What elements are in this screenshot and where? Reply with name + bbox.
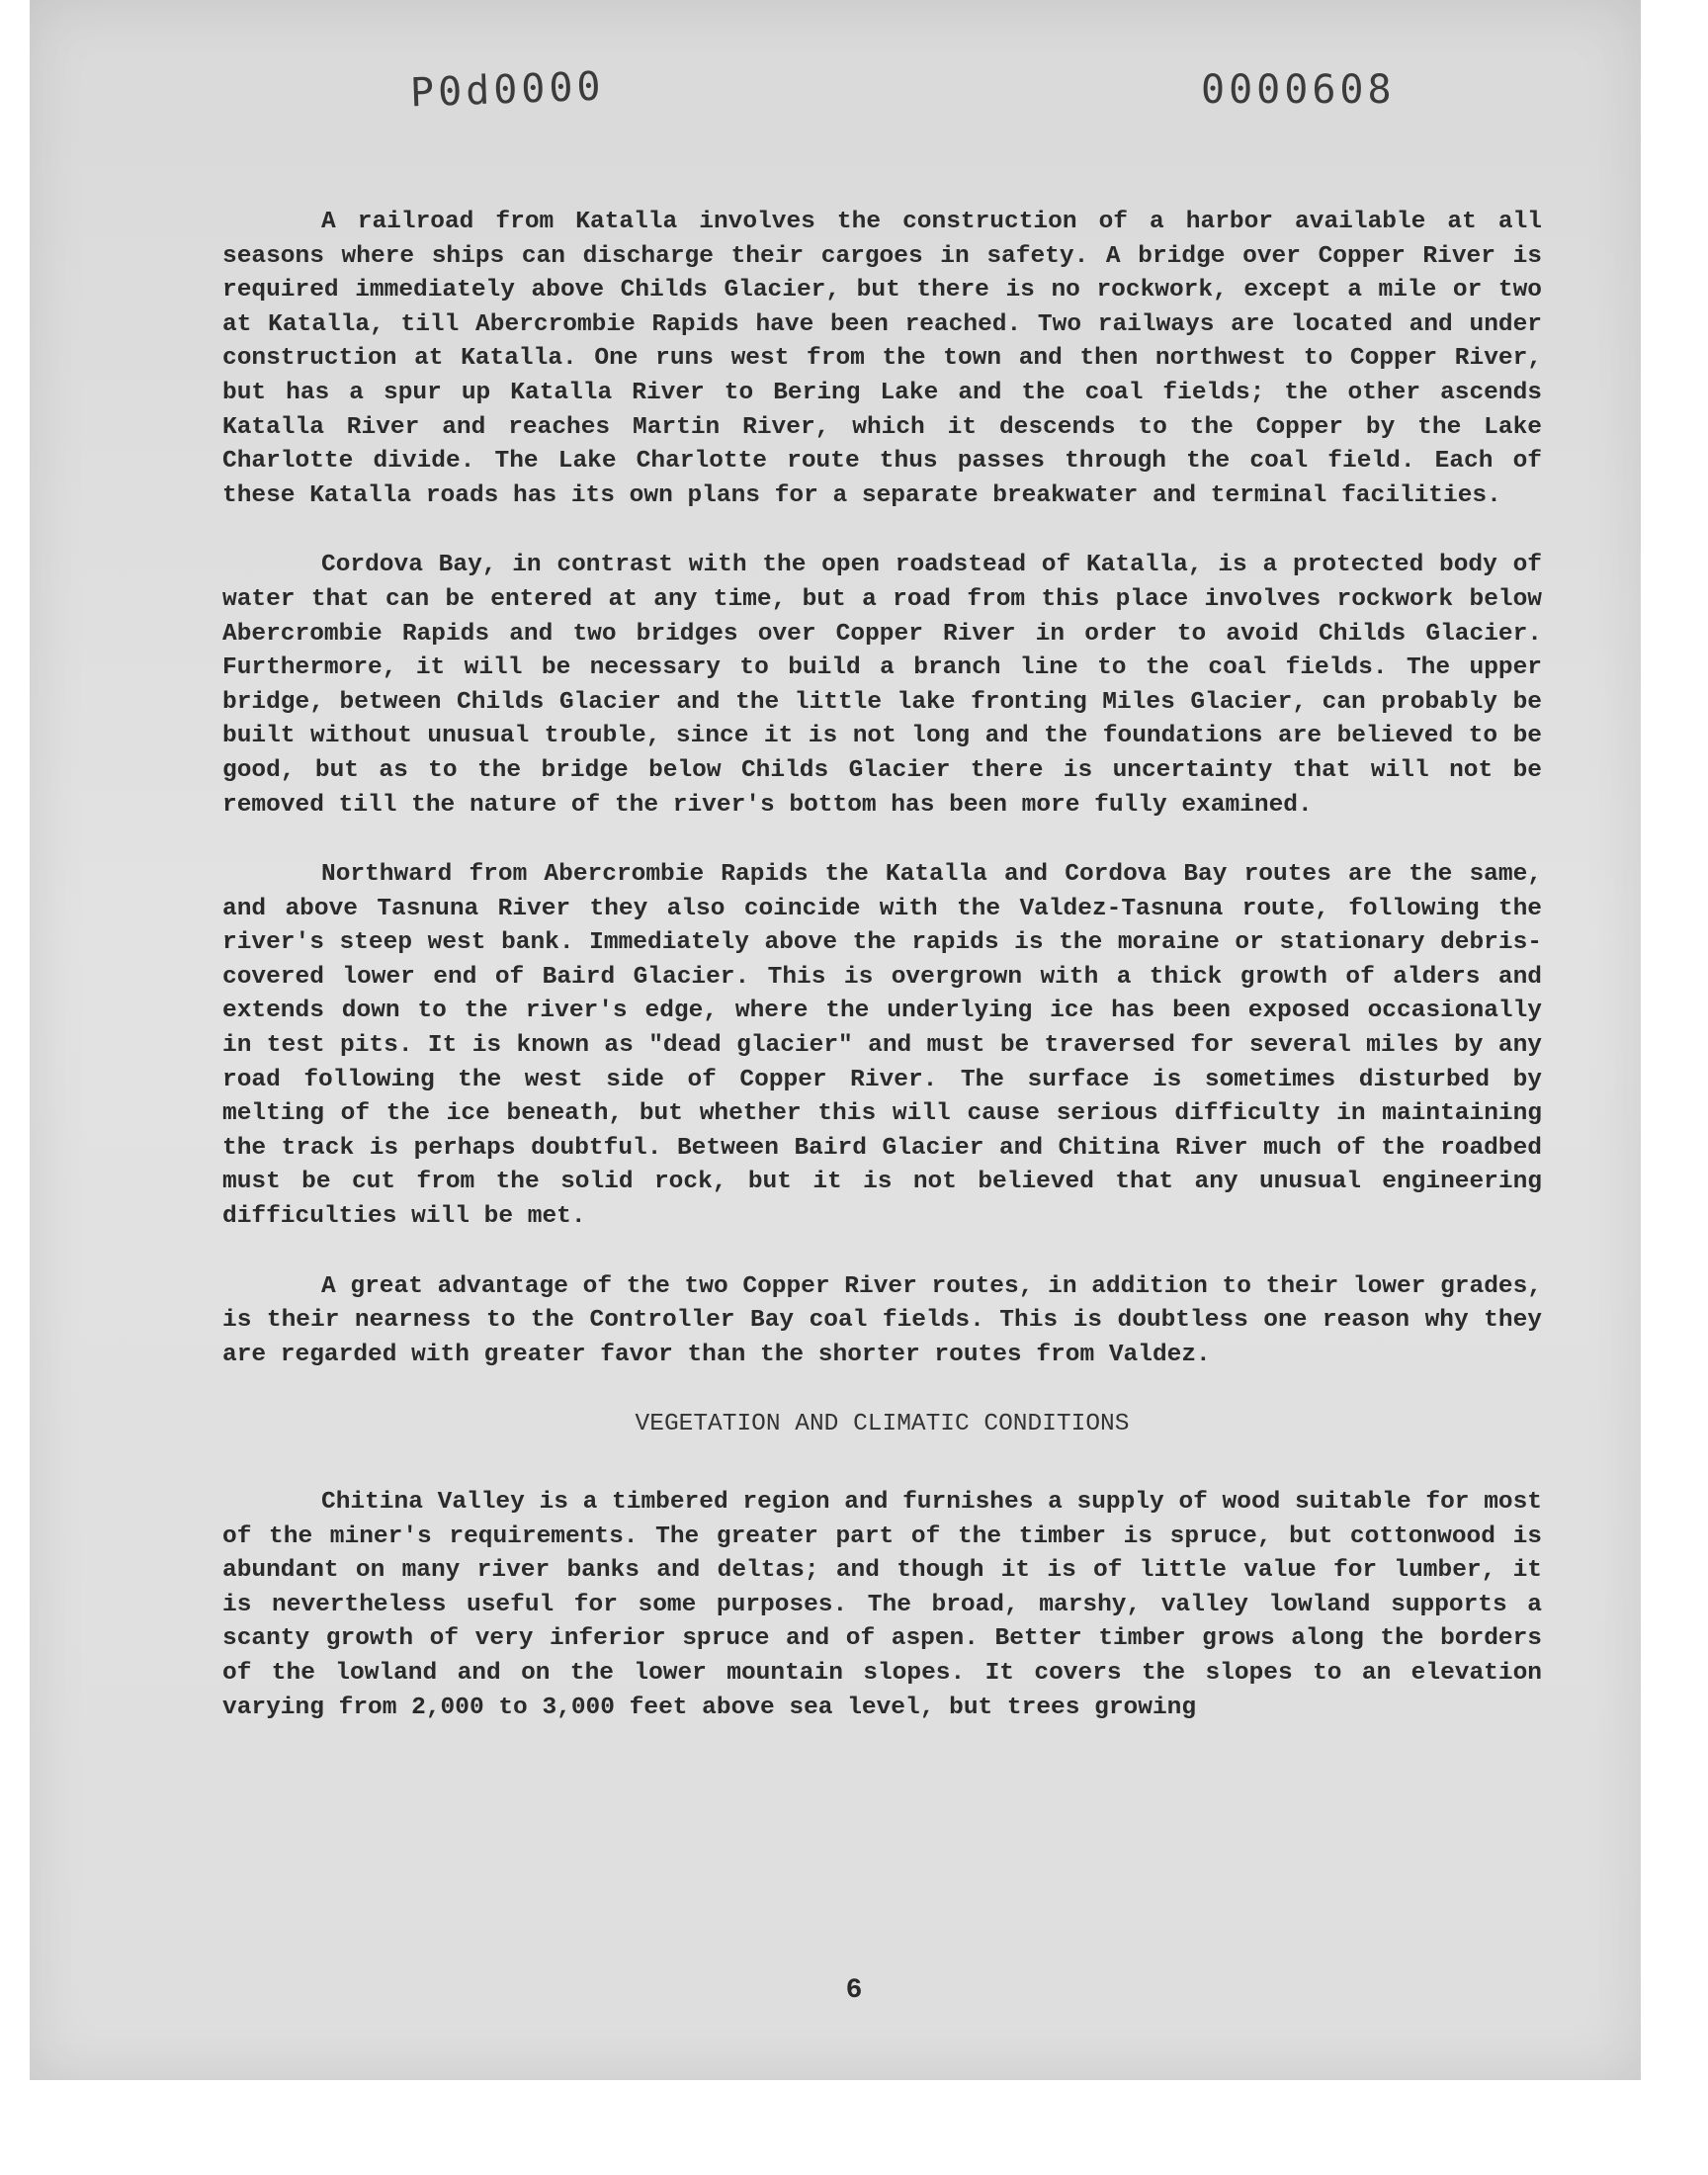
paragraph-copper-river-advantage: A great advantage of the two Copper River routes, in addition to their lower grades, is their nearness to the Controller Bay coal fields. This is doubtless one reason why they are regarded with greater favor than the shorter routes from Valdez. (222, 1272, 1543, 1368)
paragraph-northward-route: Northward from Abercrombie Rapids the Katalla and Cordova Bay routes are the same, and above Tasnuna River they also coincide with the Valdez-Tasnuna route, following the river's steep west bank. Immediately above the rapids is the moraine or stationary debris-covered lower end of Baird Glacier. This is overgrown with a thick growth of alders and extends down to the river's edge, where the underlying ice has been exposed occasionally in test pits. It is known as "dead glacier" and must be traversed for several miles by any road following the west side of Copper River. The surface is sometimes disturbed by melting of the ice beneath, but whether this will cause serious difficulty in maintaining the track is perhaps doubtful. Between Baird Glacier and Chitina River much of the roadbed must be cut from the solid rock, but it is not believed that any unusual engineering difficulties will be met. (222, 861, 1542, 1231)
page-number: 6 (845, 1975, 863, 2006)
document-body (222, 206, 1542, 1761)
paragraph-vegetation: Chitina Valley is a timbered region and furnishes a supply of wood suitable for most of the miner's requirements. The greater part of the timber is spruce, but cottonwood is abundant on many river banks and deltas; and though it is of little value for lumber, it is nevertheless useful for some purposes. The broad, marshy, valley lowland supports a scanty growth of very inferior spruce and of aspen. Better timber grows along the borders of the lowland and on the lower mountain slopes. It covers the slopes to an elevation varying from 2,000 to 3,000 feet above sea level, but trees growing (222, 1489, 1543, 1721)
document-stamp-left: P0d0000 (409, 63, 606, 117)
document-stamp-right: 0000608 (1201, 67, 1396, 113)
section-heading: VEGETATION AND CLIMATIC CONDITIONS (635, 1411, 1130, 1438)
paragraph-cordova-bay: Cordova Bay, in contrast with the open roadstead of Katalla, is a protected body of water that can be entered at any time, but a road from this place involves rockwork below Abercrombie Rapids and two bridges over Copper River in order to avoid Childs Glacier. Furthermore, it will be necessary to build a branch line to the coal fields. The upper bridge, between Childs Glacier and the little lake fronting Miles Glacier, can probably be built without unusual trouble, since it is not long and the foundations are believed to be good, but as to the bridge below Childs Glacier there is uncertainty that will not be removed till the nature of the river's bottom has been more fully examined. (222, 552, 1542, 819)
paragraph-katalla-railroad: A railroad from Katalla involves the construction of a harbor available at all seasons where ships can discharge their cargoes in safety. A bridge over Copper River is required immediately above Childs Glacier, but there is no rockwork, except a mile or two at Katalla, till Abercrombie Rapids have been reached. Two railways are located and under construction at Katalla. One runs west from the town and then northwest to Copper River, but has a spur up Katalla River to Bering Lake and the coal fields; the other ascends Katalla River and reaches Martin River, which it descends to the Copper by the Lake Charlotte divide. The Lake Charlotte route thus passes through the coal field. Each of these Katalla roads has its own plans for a separate breakwater and terminal facilities. (222, 209, 1542, 509)
